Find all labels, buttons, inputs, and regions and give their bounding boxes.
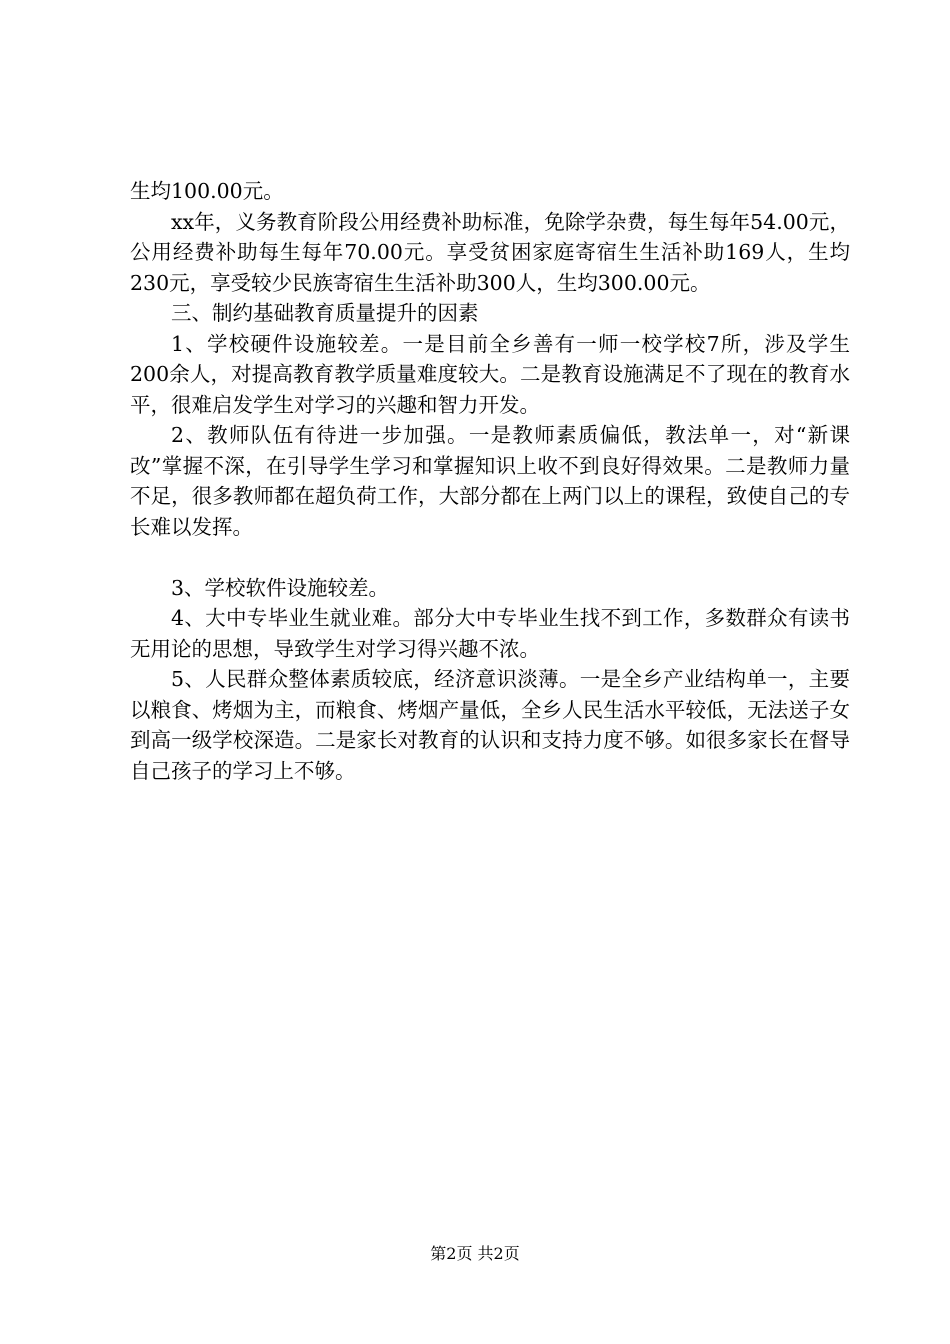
paragraph-teachers: 2、教师队伍有待进一步加强。一是教师素质偏低，教法单一，对“新课改”掌握不深，在引导学生学习和掌握知识上收不到良好得效果。二是教师力量不足，很多教师都在超负荷工作，大部分都在上两门以上的课程，致使自己的专长难以发挥。 [130,423,850,539]
paragraph-employment: 4、大中专毕业生就业难。部分大中专毕业生找不到工作，多数群众有读书无用论的思想，导致学生对学习得兴趣不浓。 [130,606,850,661]
document-body [130,176,850,786]
paragraph-continuation: 生均100.00元。 [130,179,284,203]
page-number-label: 第2页 共2页 [430,1244,520,1263]
page-footer [0,1244,950,1264]
paragraph-hardware: 1、学校硬件设施较差。一是目前全乡善有一师一校学校7所，涉及学生200余人，对提高教育教学质量难度较大。二是教育设施满足不了现在的教育水平，很难启发学生对学习的兴趣和智力开发。 [130,331,850,417]
paragraph-gap [130,542,850,573]
paragraph-population-quality: 5、人民群众整体素质较底，经济意识淡薄。一是全乡产业结构单一，主要以粮食、烤烟为主，而粮食、烤烟产量低，全乡人民生活水平较低，无法送子女到高一级学校深造。二是家长对教育的认识和支持力度不够。如很多家长在督导自己孩子的学习上不够。 [130,667,850,783]
paragraph-funding-standards: xx年，义务教育阶段公用经费补助标准，免除学杂费，每生每年54.00元，公用经费补助每生每年70.00元。享受贫困家庭寄宿生生活补助169人，生均230元，享受较少民族寄宿生生活补助300人，生均300.00元。 [130,209,850,295]
section-heading-constraints: 三、制约基础教育质量提升的因素 [171,301,479,325]
paragraph-software: 3、学校软件设施较差。 [171,575,390,600]
